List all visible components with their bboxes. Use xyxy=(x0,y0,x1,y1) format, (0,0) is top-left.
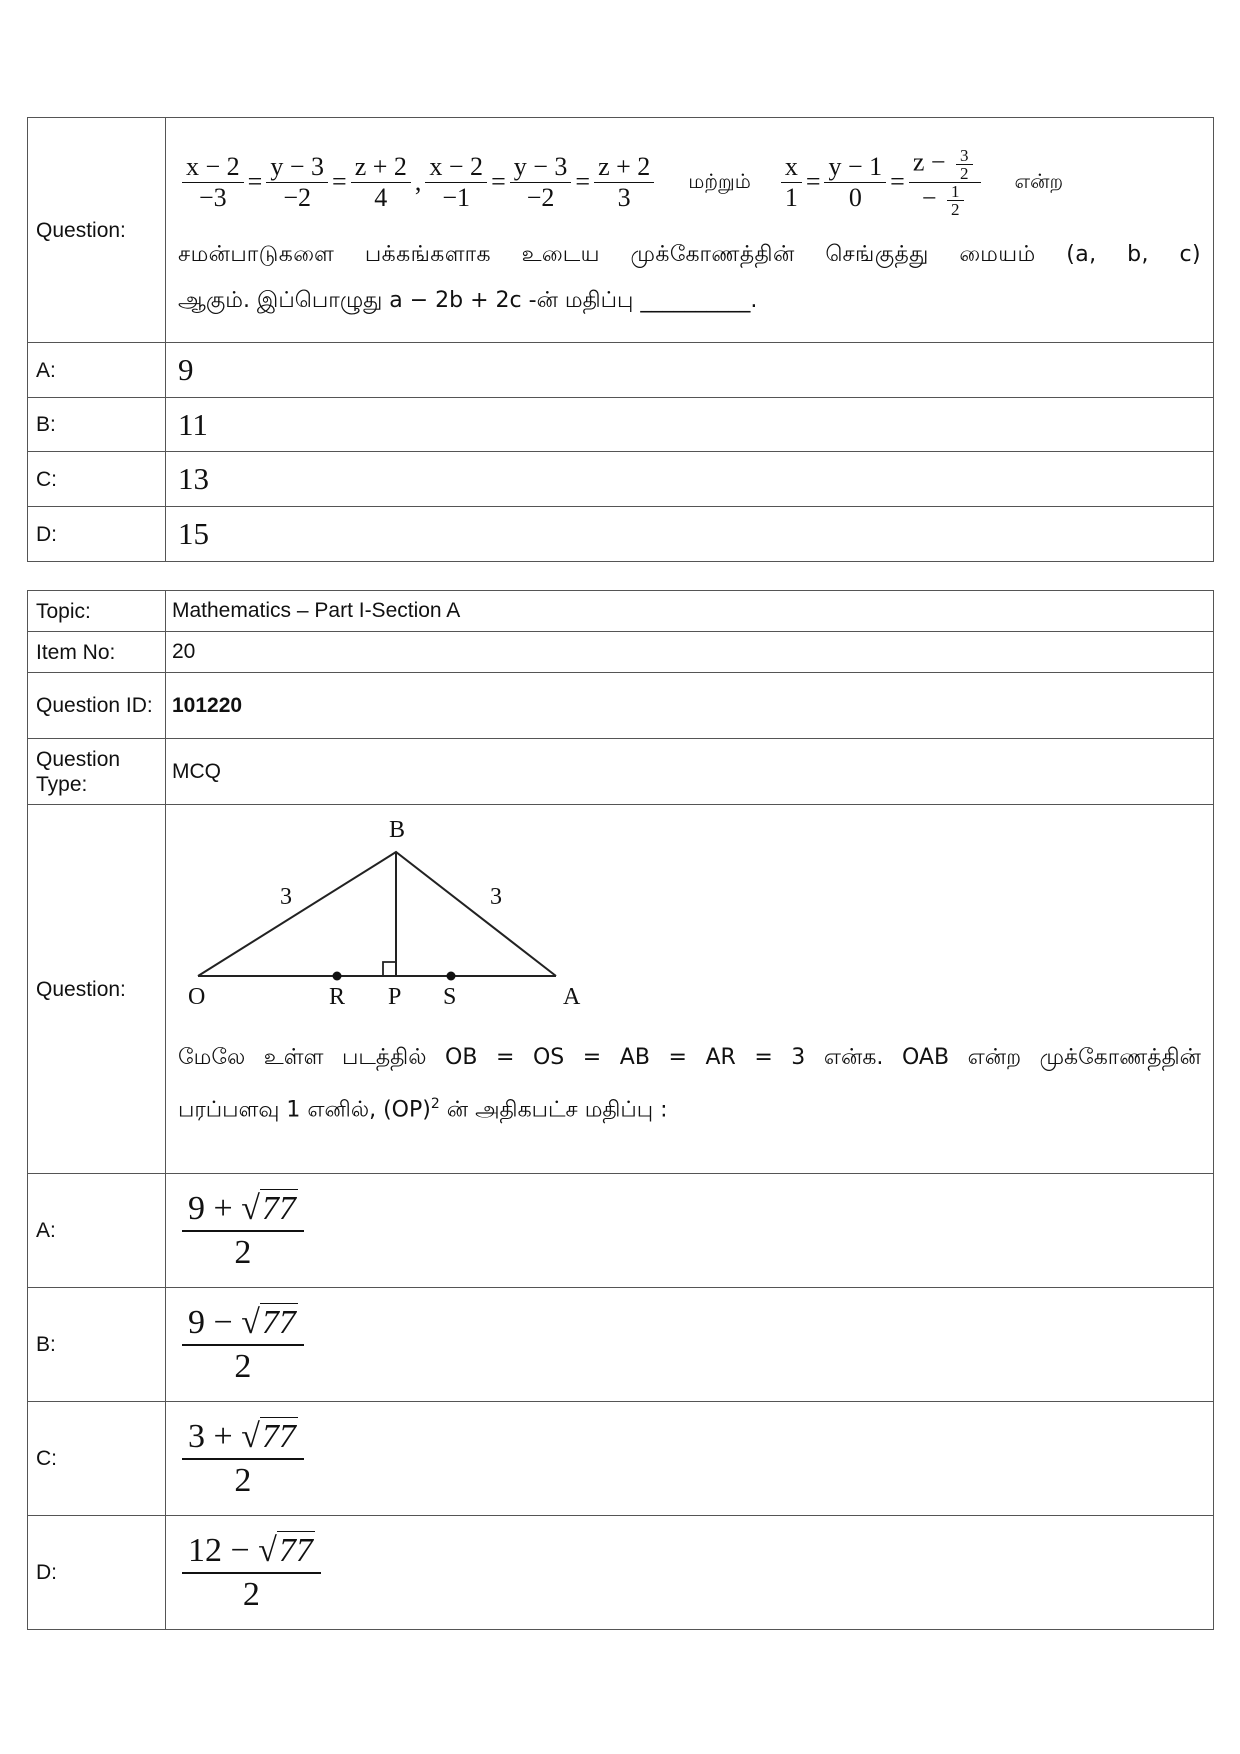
eq3-small-den-2: 2 xyxy=(951,199,960,219)
topic-label: Topic: xyxy=(28,591,166,632)
eq3-small-num-2: 1 xyxy=(947,183,964,201)
option-a-whole: 9 + xyxy=(188,1189,233,1227)
option-b-whole: 9 − xyxy=(188,1303,233,1341)
eq1-num-3: z + 2 xyxy=(351,152,411,183)
point-s: S xyxy=(443,984,457,1010)
eq3-den-3 xyxy=(918,183,972,218)
option-b-den: 2 xyxy=(234,1347,252,1385)
point-r-dot xyxy=(333,972,342,981)
option-a-label: A: xyxy=(28,343,166,398)
item-no-label: Item No: xyxy=(28,632,166,673)
eq3-num-2: y − 1 xyxy=(824,152,886,183)
eq1-num-1: x − 2 xyxy=(182,152,244,183)
eq3-num-1: x xyxy=(781,152,802,183)
option-d-2[interactable]: $\frac{12 - √77}{2}$ xyxy=(166,1516,1214,1630)
eq2-num-1: x − 2 xyxy=(425,152,487,183)
triangle-sides xyxy=(198,852,556,976)
equation-row: $\frac{x - 2}{-3}$ = $\frac{y - 3}{-2}$ = $\frac{z + 2}{4}$ , $\frac{x - 2}{-1}$ = $\frac{y - 3}{-2}$ = $\frac{z + 2}{3}$ மற்றும் $\frac{x}{1}$ = $\frac{y - 1}{0}$ = z − $\frac{3}{2}$ − $\frac{1}{2}$ என்ற xyxy=(178,132,1213,232)
option-c-den: 2 xyxy=(234,1461,252,1499)
side-ob-length: 3 xyxy=(280,884,292,910)
question-type-value: MCQ xyxy=(166,739,1214,805)
question-id-value: 101220 xyxy=(166,673,1214,739)
vertex-b: B xyxy=(389,817,406,843)
triangle-diagram xyxy=(180,805,600,1023)
question-table-1 xyxy=(27,117,1214,562)
option-b[interactable]: 11 xyxy=(166,398,1214,452)
question-line-3: ஆகும். இப்பொழுது a − 2b + 2c -ன் மதிப்பு __________. xyxy=(178,288,758,313)
eq3-small-den: 2 xyxy=(960,163,969,183)
option-c-label: C: xyxy=(28,452,166,507)
option-b-radicand: 77 xyxy=(261,1303,296,1341)
eq1-den-3: 4 xyxy=(374,182,388,212)
option-b-label: B: xyxy=(28,398,166,452)
point-p: P xyxy=(388,984,402,1010)
eq1-num-2: y − 3 xyxy=(266,152,328,183)
option-a-radicand: 77 xyxy=(261,1189,296,1227)
eq2-num-3: z + 2 xyxy=(594,152,654,183)
option-b-2[interactable]: $\frac{9 - √77}{2}$ xyxy=(166,1288,1214,1402)
eq3-num-3 xyxy=(909,147,981,183)
option-d-label-2: D: xyxy=(28,1516,166,1630)
option-c[interactable]: 13 xyxy=(166,452,1214,507)
eq3-den-3-pre: − xyxy=(921,182,937,212)
question-line-2: சமன்பாடுகளை பக்கங்களாக உடைய முக்கோணத்தின் செங்குத்து மையம் (a, b, c) xyxy=(178,242,1201,267)
question-label: Question: xyxy=(28,118,166,343)
option-a-label-2: A: xyxy=(28,1174,166,1288)
eq1-den-2: −2 xyxy=(283,182,312,212)
question-content-2 xyxy=(166,805,1214,1174)
question2-line-2-text: பரப்பளவு 1 எனில், (OP) xyxy=(178,1097,431,1123)
eq3-num-3-pre: z − xyxy=(912,146,946,176)
question-table-2 xyxy=(27,590,1214,1630)
question-id-label: Question ID: xyxy=(28,673,166,739)
point-r: R xyxy=(329,984,346,1010)
option-c-2[interactable]: $\frac{3 + √77}{2}$ xyxy=(166,1402,1214,1516)
question-label-2: Question: xyxy=(28,805,166,1174)
option-c-whole: 3 + xyxy=(188,1417,233,1455)
eq2-den-3: 3 xyxy=(617,182,631,212)
question2-line-1: மேலே உள்ள படத்தில் OB = OS = AB = AR = 3 என்க. OAB என்ற முக்கோணத்தின் xyxy=(178,1045,1201,1070)
eq2-den-2: −2 xyxy=(526,182,555,212)
option-a-2[interactable]: $\frac{9 + √77}{2}$ xyxy=(166,1174,1214,1288)
option-c-label-2: C: xyxy=(28,1402,166,1516)
question-type-label: Question Type: xyxy=(28,739,166,805)
eq1-den-1: −3 xyxy=(199,182,227,212)
eq3-den-1: 1 xyxy=(784,182,798,212)
vertex-a: A xyxy=(563,984,581,1010)
side-ab-length: 3 xyxy=(490,884,502,910)
question2-line-2 xyxy=(178,1081,1213,1133)
eq2-num-2: y − 3 xyxy=(510,152,572,183)
option-a-den: 2 xyxy=(234,1233,252,1271)
option-d-radicand: 77 xyxy=(278,1531,313,1569)
option-d[interactable]: 15 xyxy=(166,507,1214,562)
eq3-small-num: 3 xyxy=(956,147,973,165)
option-d-den: 2 xyxy=(242,1575,260,1613)
option-d-label: D: xyxy=(28,507,166,562)
question-content xyxy=(166,118,1214,343)
and-word: மற்றும் xyxy=(688,168,751,193)
question2-line-2-tail: ன் அதிகபட்ச மதிப்பு : xyxy=(439,1097,668,1123)
option-c-radicand: 77 xyxy=(261,1417,296,1455)
tail-word: என்ற xyxy=(1014,168,1064,193)
item-no-value: 20 xyxy=(166,632,1214,673)
option-b-label-2: B: xyxy=(28,1288,166,1402)
point-s-dot xyxy=(447,972,456,981)
right-angle-mark xyxy=(383,962,396,976)
option-d-whole: 12 − xyxy=(188,1531,250,1569)
eq3-den-2: 0 xyxy=(848,182,862,212)
option-a[interactable]: 9 xyxy=(166,343,1214,398)
vertex-o: O xyxy=(188,984,206,1010)
eq2-den-1: −1 xyxy=(442,182,471,212)
question2-superscript: 2 xyxy=(430,1096,440,1112)
topic-value: Mathematics – Part I-Section A xyxy=(166,591,1214,632)
